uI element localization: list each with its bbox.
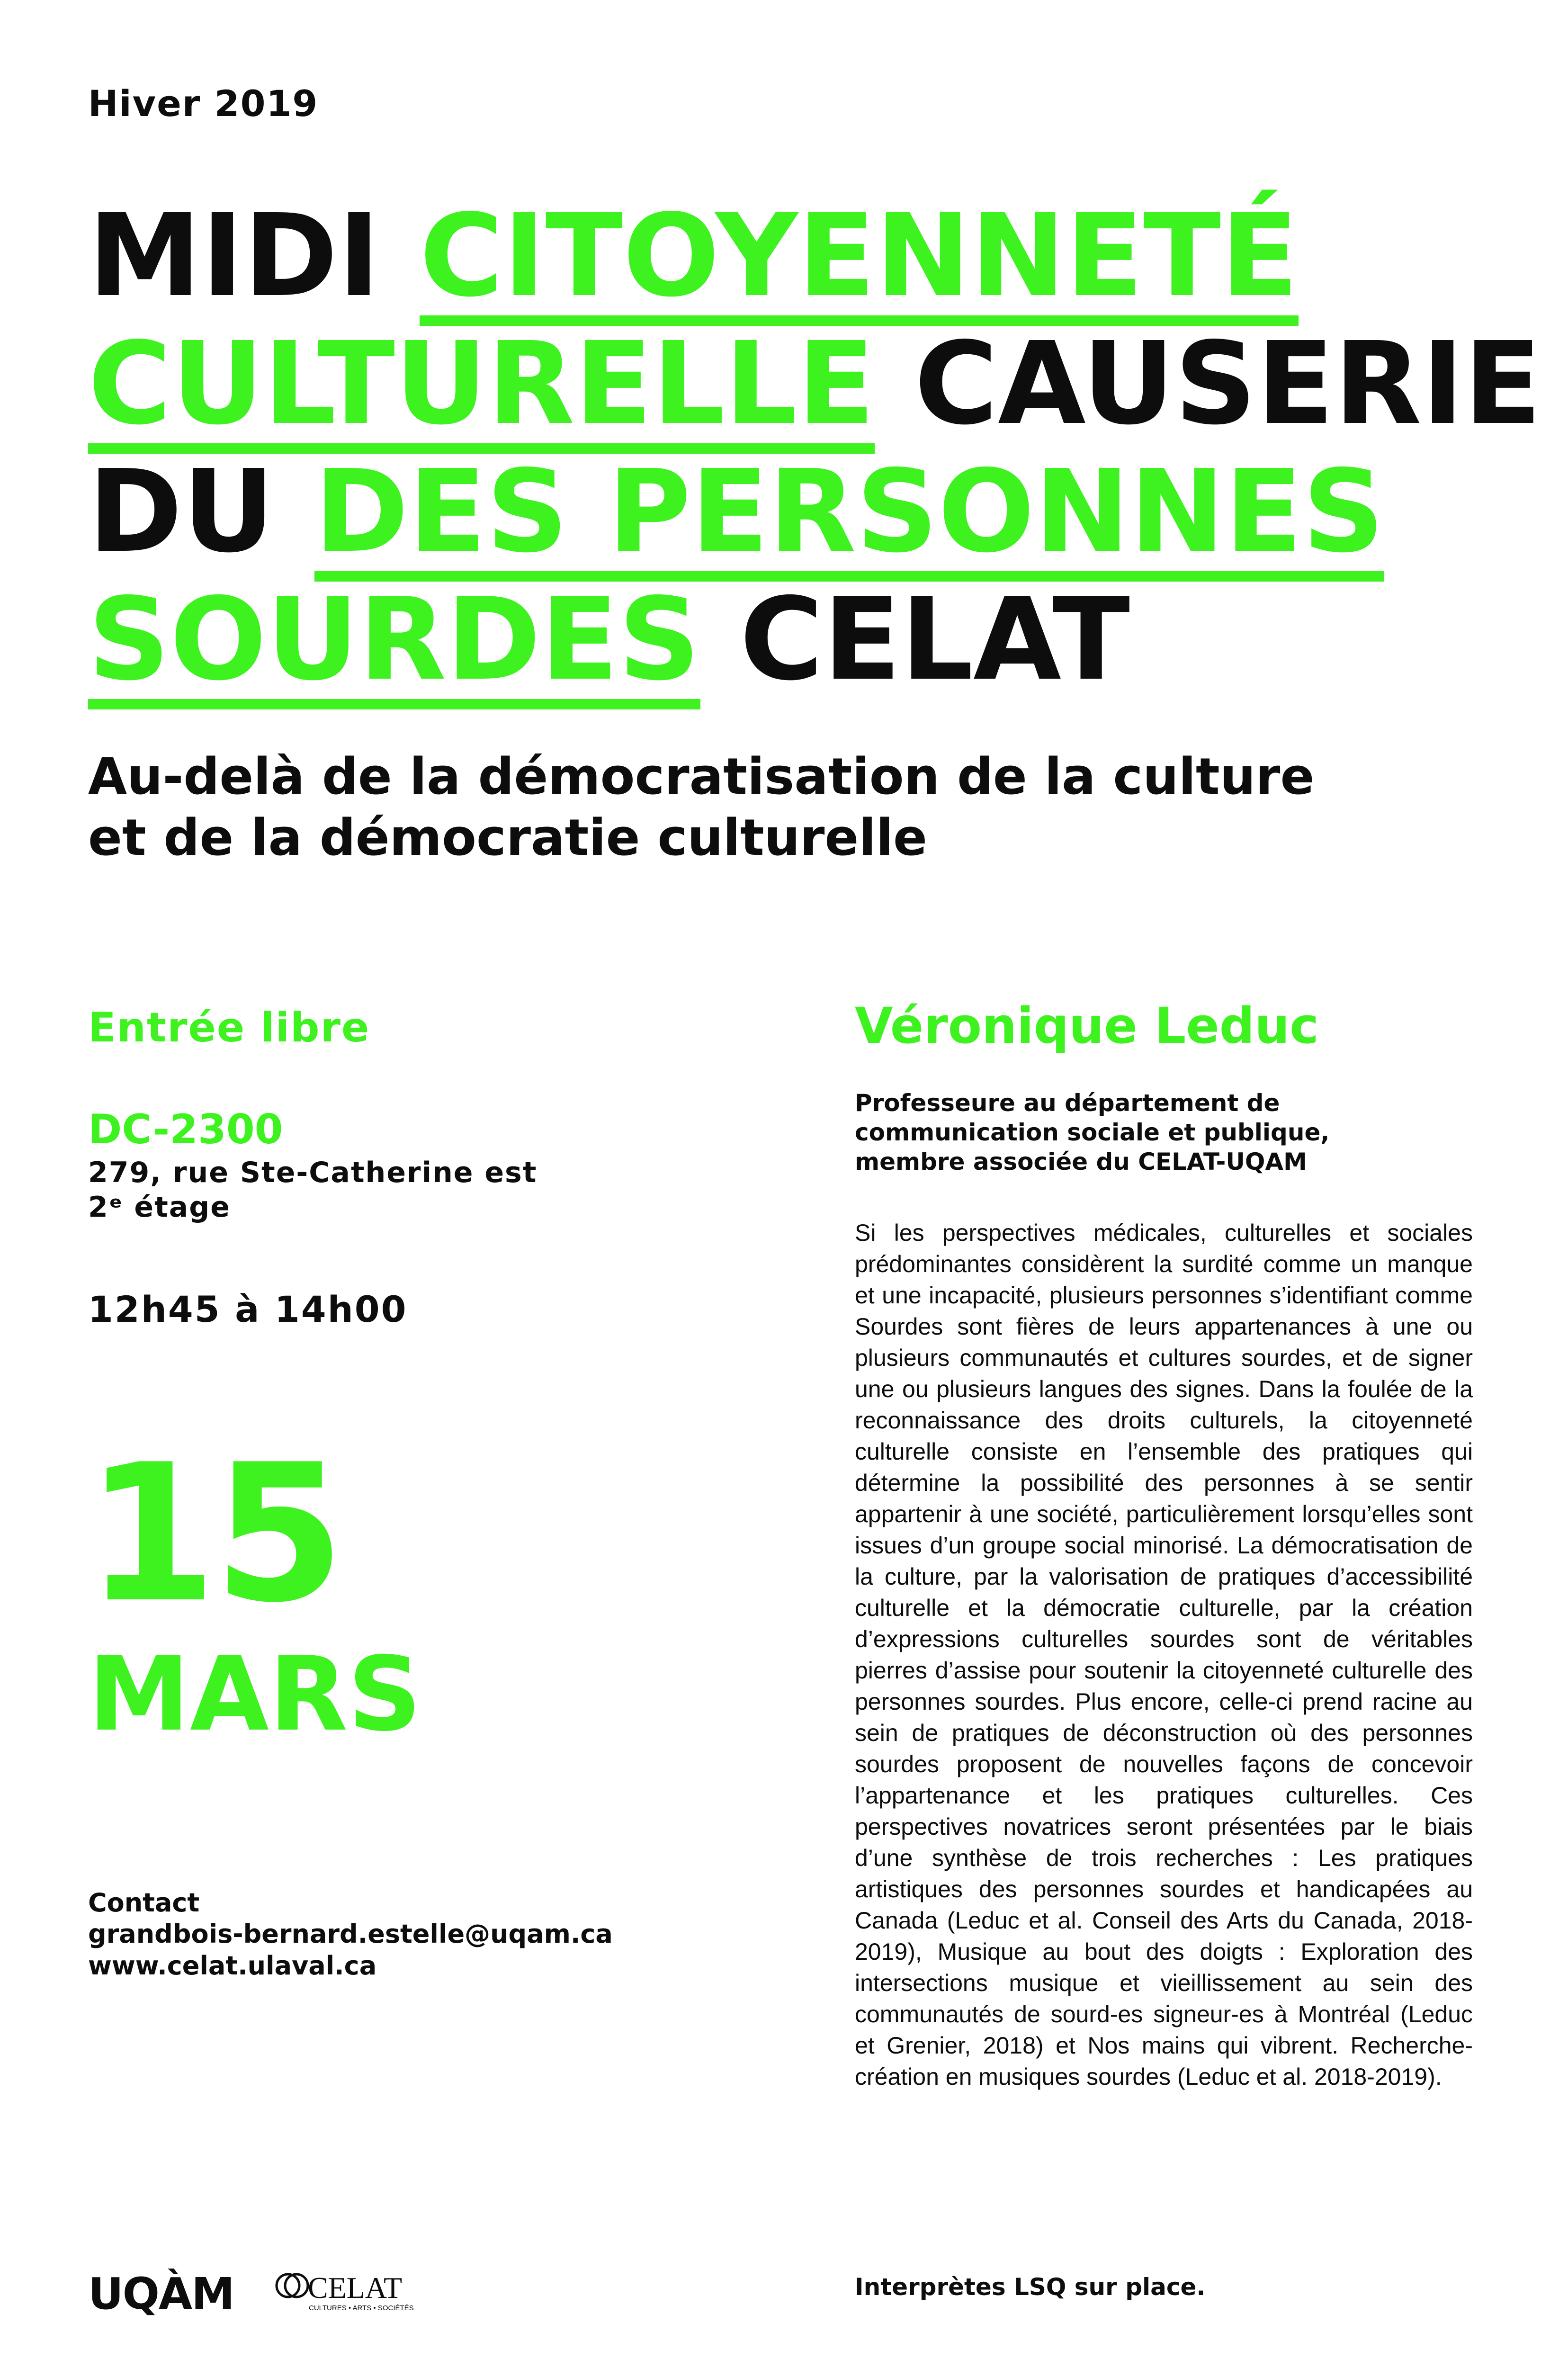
contact-block	[88, 1887, 613, 1982]
title-word-causerie: CAUSERIE	[914, 317, 1542, 450]
speaker-role-line-1: Professeure au département de	[855, 1089, 1280, 1117]
event-month: MARS	[88, 1635, 422, 1754]
title-word-sourdes: SOURDES	[88, 583, 700, 709]
address-street: 279, rue Ste-Catherine est	[88, 1156, 538, 1189]
subtitle-line-1: Au-delà de la démocratisation de la culture	[88, 747, 1315, 806]
subtitle-line-2: et de la démocratie culturelle	[88, 808, 927, 867]
contact-label: Contact	[88, 1888, 200, 1918]
speaker-role-line-2: communication sociale et publique,	[855, 1119, 1330, 1146]
entry-label: Entrée libre	[88, 1004, 370, 1051]
title-word-du: DU	[88, 445, 275, 578]
title-line-1	[88, 189, 1299, 326]
title-words-des-personnes: DES PERSONNES	[314, 455, 1385, 582]
title-word-citoyennete: CITOYENNETÉ	[420, 199, 1299, 326]
subtitle	[88, 746, 1461, 869]
title-line-4	[88, 573, 1130, 709]
title-line-2	[88, 317, 1542, 454]
speaker-role	[855, 1088, 1473, 1176]
celat-logo-tagline: CULTURES • ARTS • SOCIÉTÉS	[309, 2304, 414, 2312]
celat-logo-word: CELAT	[308, 2271, 403, 2305]
address-floor: 2ᵉ étage	[88, 1191, 231, 1224]
speaker-role-line-3: membre associée du CELAT-UQAM	[855, 1148, 1307, 1175]
description-text: Si les perspectives médicales, culturelles et sociales prédominantes considèrent la surdité comme un manque et une incapacité, plusieurs personnes s’identifiant comme Sourdes sont fières de leurs appartenances à une ou plusieurs communautés et cultures sourdes, et de signer une ou plusieurs langues des signes. Dans la foulée de la reconnaissance des droits culturels, la citoyenneté culturelle consiste en l’ensemble des pratiques qui détermine la possibilité des personnes à se sentir appartenir à une société, particulièrement lorsqu’elles sont issues d’un groupe social minorisé. La démocratisation de la culture, par la valorisation de pratiques d’accessibilité culturelle et la démocratie culturelle, par la création d’expressions culturelles sourdes sont de véritables pierres d’assise pour soutenir la citoyenneté culturelle des personnes sourdes. Plus encore, celle-ci prend racine au sein de pratiques de déconstruction où des personnes sourdes proposent de nouvelles façons de concevoir l’appartenance et les pratiques culturelles. Ces perspectives novatrices seront présentées par le biais d’une synthèse de trois recherches : Les pratiques artistiques des personnes sourdes et handicapées au Canada (Leduc et al. Conseil des Arts du Canada, 2018-2019), Musique au bout des doigts : Exploration des intersections musique et vieillissement au sein des communautés de sourd-es signeur-es à Montréal (Leduc et Grenier, 2018) et Nos mains qui vibrent. Recherche-création en musiques sourdes (Leduc et al. 2018-2019).	[855, 1220, 1473, 2090]
event-time: 12h45 à 14h00	[88, 1288, 408, 1330]
event-day: 15	[85, 1424, 341, 1644]
uqam-logo: UQÀM	[88, 2269, 234, 2319]
title-line-3	[88, 445, 1385, 582]
contact-website[interactable]: www.celat.ulaval.ca	[88, 1950, 377, 1981]
season-label: Hiver 2019	[88, 82, 319, 125]
celat-logo	[275, 2269, 445, 2314]
room-number: DC-2300	[88, 1106, 283, 1153]
address	[88, 1156, 537, 1225]
interpreters-note: Interprètes LSQ sur place.	[855, 2273, 1206, 2301]
speaker-name: Véronique Leduc	[855, 997, 1319, 1055]
title-word-midi: MIDI	[88, 189, 380, 322]
contact-email[interactable]: grandbois-bernard.estelle@uqam.ca	[88, 1919, 613, 1949]
title-word-culturelle: CULTURELLE	[88, 327, 875, 454]
title-word-celat: CELAT	[740, 573, 1130, 706]
